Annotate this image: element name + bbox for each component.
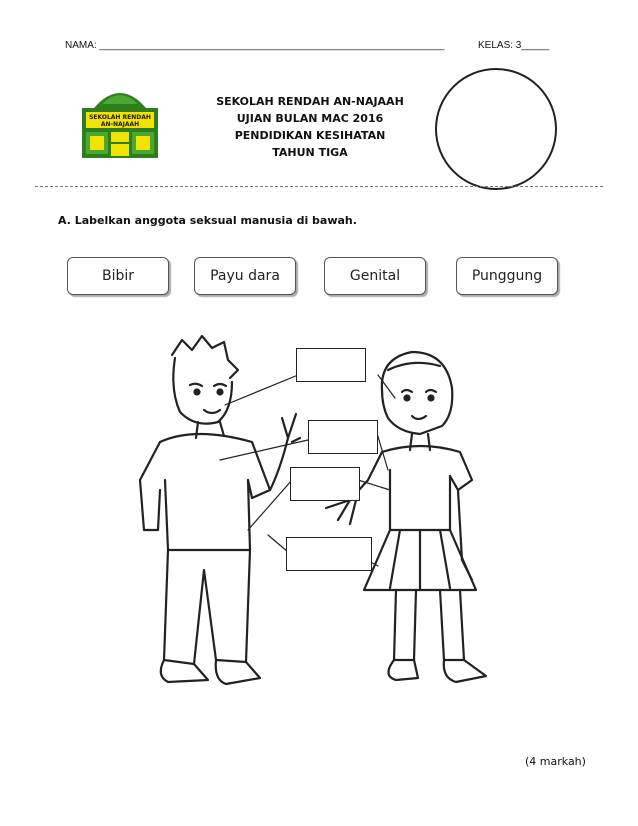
photo-circle [435,68,557,190]
word-box-3: Genital [324,257,426,295]
name-field-label: NAMA: ______________________________________________________________ [65,40,445,51]
subject-title: PENDIDIKAN KESIHATAN [234,129,386,142]
answer-box-3[interactable] [290,467,360,501]
answer-box-4[interactable] [286,537,372,571]
year-title: TAHUN TIGA [272,146,348,159]
answer-box-1[interactable] [296,348,366,382]
exam-title: UJIAN BULAN MAC 2016 [236,112,384,125]
class-field-label: KELAS: 3_____ [478,40,550,51]
word-box-2: Payu dara [194,257,296,295]
children-illustration [120,330,530,710]
logo-text-line2: AN-NAJAAH [100,121,140,128]
boy-figure [140,336,300,684]
word-box-4: Punggung [456,257,558,295]
school-header [190,93,430,161]
header-divider [35,186,603,187]
marks-label: (4 markah) [525,755,586,768]
girl-figure [326,352,486,682]
word-box-1: Bibir [67,257,169,295]
school-logo [80,80,160,160]
answer-box-2[interactable] [308,420,378,454]
logo-text-line1: SEKOLAH RENDAH [89,114,151,121]
school-name: SEKOLAH RENDAH AN-NAJAAH [216,95,404,108]
question-text: A. Labelkan anggota seksual manusia di bawah. [58,214,357,227]
